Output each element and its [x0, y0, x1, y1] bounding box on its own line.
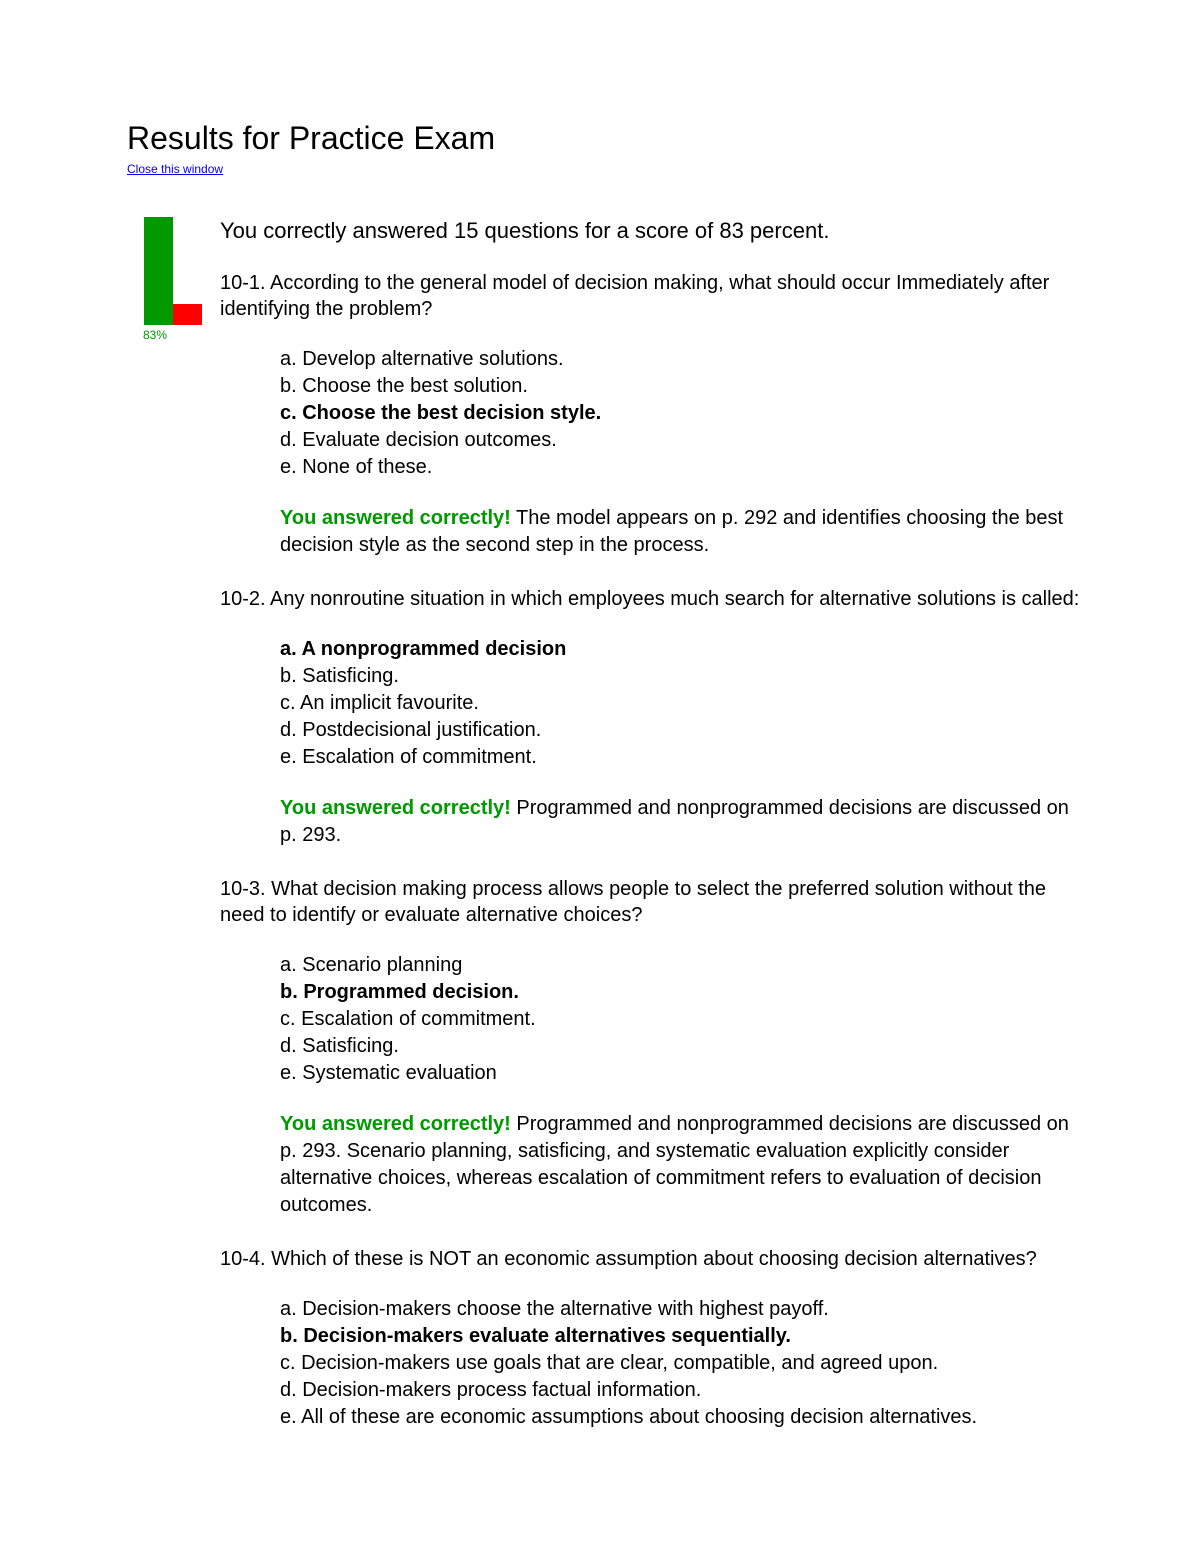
answer-options [280, 952, 1090, 1087]
feedback-explanation: Programmed and nonprogrammed decisions are discussed on p. 293. Scenario planning, satisficing, and systematic evaluation explicitly consider alternative choices, whereas escalation of commitment refers to evaluation of decision outcomes. [280, 1113, 1069, 1216]
answer-feedback [280, 1111, 1090, 1219]
results-content [220, 216, 1090, 1458]
answer-options [280, 1296, 1090, 1431]
question-block [220, 876, 1090, 1219]
score-chart [140, 214, 210, 344]
close-window-link[interactable]: Close this window [127, 162, 224, 176]
answer-option: a. Scenario planning [280, 954, 463, 976]
answer-option: e. All of these are economic assumptions about choosing decision alternatives. [280, 1406, 978, 1428]
feedback-status: You answered correctly! [280, 797, 511, 819]
score-bar-incorrect [173, 304, 202, 325]
feedback-status: You answered correctly! [280, 507, 511, 529]
score-chart-label: 83% [143, 328, 168, 342]
answer-option: d. Satisficing. [280, 1035, 399, 1057]
answer-option: a. Decision-makers choose the alternative with highest payoff. [280, 1298, 829, 1320]
question-text: 10-2. Any nonroutine situation in which employees much search for alternative solutions is called: [220, 588, 1080, 610]
score-bar-correct-fill [144, 217, 173, 325]
answer-option-chosen: b. Decision-makers evaluate alternatives sequentially. [280, 1325, 791, 1347]
question-text: 10-3. What decision making process allows people to select the preferred solution without the need to identify or evaluate alternative choices? [220, 878, 1047, 926]
feedback-status: You answered correctly! [280, 1113, 511, 1135]
answer-options [280, 636, 1090, 771]
answer-feedback [280, 795, 1090, 849]
answer-option-chosen: c. Choose the best decision style. [280, 402, 602, 424]
answer-option: c. Decision-makers use goals that are clear, compatible, and agreed upon. [280, 1352, 939, 1374]
page-title: Results for Practice Exam [127, 120, 496, 156]
answer-option: c. An implicit favourite. [280, 692, 479, 714]
question-list [220, 270, 1090, 1431]
question-block [220, 586, 1090, 849]
answer-option: b. Satisficing. [280, 665, 399, 687]
answer-option: a. Develop alternative solutions. [280, 348, 564, 370]
score-bar-correct [144, 217, 173, 325]
answer-option-chosen: b. Programmed decision. [280, 981, 519, 1003]
answer-option: e. Systematic evaluation [280, 1062, 497, 1084]
answer-option: b. Choose the best solution. [280, 375, 528, 397]
score-bar-incorrect-fill [173, 304, 202, 325]
answer-option: c. Escalation of commitment. [280, 1008, 536, 1030]
question-text: 10-1. According to the general model of decision making, what should occur Immediately after identifying the problem? [220, 272, 1050, 320]
answer-feedback [280, 505, 1090, 559]
answer-option: d. Postdecisional justification. [280, 719, 542, 741]
question-text: 10-4. Which of these is NOT an economic assumption about choosing decision alternatives? [220, 1248, 1037, 1270]
feedback-explanation: The model appears on p. 292 and identifies choosing the best decision style as the second step in the process. [280, 507, 1064, 556]
answer-option: e. Escalation of commitment. [280, 746, 537, 768]
answer-option: d. Evaluate decision outcomes. [280, 429, 557, 451]
question-block [220, 270, 1090, 559]
answer-option: d. Decision-makers process factual information. [280, 1379, 702, 1401]
feedback-explanation: Programmed and nonprogrammed decisions are discussed on p. 293. [280, 797, 1069, 846]
score-summary: You correctly answered 15 questions for a score of 83 percent. [220, 218, 830, 243]
question-block [220, 1246, 1090, 1431]
answer-option-chosen: a. A nonprogrammed decision [280, 638, 567, 660]
answer-option: e. None of these. [280, 456, 433, 478]
answer-options [280, 346, 1090, 481]
